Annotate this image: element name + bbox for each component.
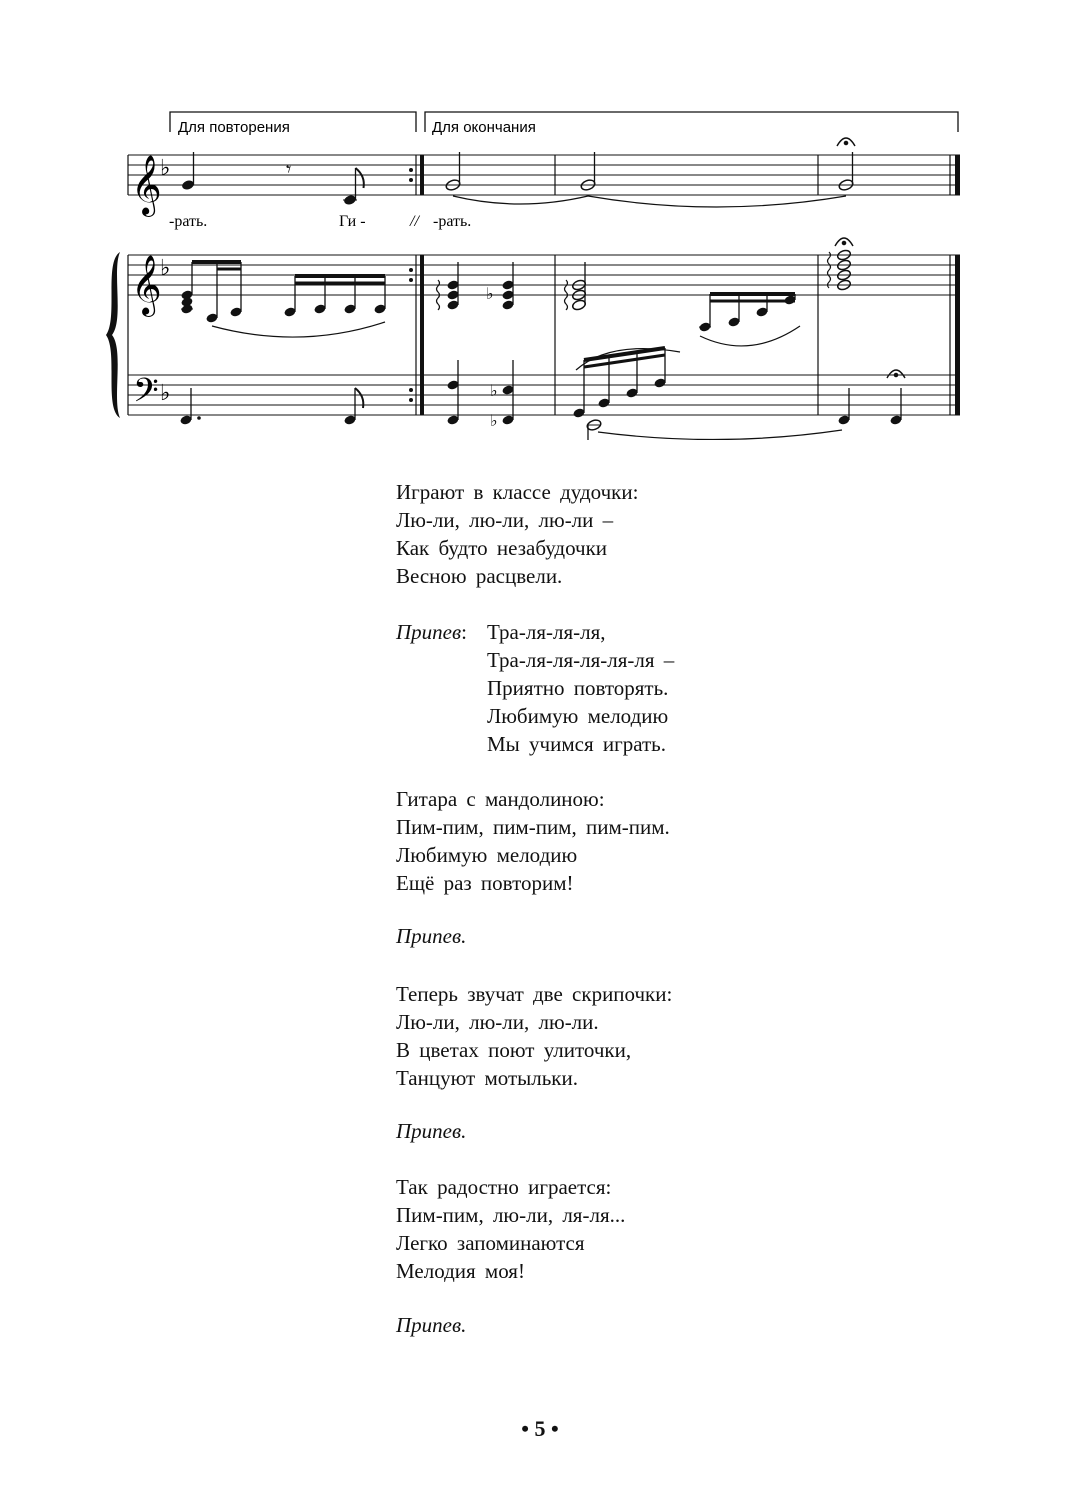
- piano-treble-staff: [128, 255, 960, 295]
- page-number: • 5 •: [521, 1416, 559, 1441]
- verse-line: Пим-пим, лю-ли, ля-ля...: [396, 1203, 626, 1227]
- chorus-line: Мы учимся играть.: [487, 732, 666, 756]
- verse-line: Гитара с мандолиною:: [396, 787, 605, 811]
- verse-line: Ещё раз повторим!: [396, 871, 574, 895]
- chorus-reference: Припев.: [396, 924, 467, 948]
- chorus-colon: :: [461, 620, 467, 644]
- verse-line: Так радостно играется:: [396, 1175, 612, 1199]
- lyric-syllable: -рать.: [433, 213, 472, 230]
- svg-text:𝄾: 𝄾: [286, 157, 292, 181]
- svg-text:♭: ♭: [486, 284, 494, 303]
- verse-line: Теперь звучат две скрипочки:: [396, 982, 673, 1006]
- chorus-line: Тра-ля-ля-ля,: [487, 620, 606, 644]
- piano-treble-notes: [180, 249, 851, 346]
- chorus-line: Любимую мелодию: [487, 704, 669, 728]
- piano-bass-notes: [179, 348, 902, 440]
- voice-notes: [181, 152, 854, 207]
- verse-line: Легко запоминаются: [396, 1231, 585, 1255]
- volta-2-label: Для окончания: [432, 119, 536, 136]
- verse-line: Играют в классе дудочки:: [396, 480, 639, 504]
- verse-line: Весною расцвели.: [396, 564, 563, 588]
- chorus-lines: [487, 618, 674, 758]
- flat-key-signature-icon: ♭: [160, 381, 171, 406]
- system-brace: [106, 155, 128, 418]
- flat-key-signature-icon: ♭: [160, 156, 171, 181]
- lyric-syllable: Ги -: [339, 213, 366, 230]
- voice-staff: [128, 155, 960, 195]
- svg-text:♭: ♭: [490, 381, 498, 400]
- music-score: [0, 0, 1080, 440]
- chorus-line: Тра-ля-ля-ля-ля-ля –: [487, 648, 675, 672]
- treble-clef-icon: 𝄞: [131, 255, 162, 315]
- verse-line: Любимую мелодию: [396, 843, 578, 867]
- volta-1-label: Для повторения: [178, 119, 290, 136]
- verse-line: Танцуют мотыльки.: [396, 1066, 578, 1090]
- chorus-label: Припев: [396, 620, 462, 644]
- verse-4: [396, 1173, 625, 1285]
- treble-clef-icon: 𝄞: [131, 155, 162, 215]
- chorus: [396, 618, 675, 756]
- verse-line: Лю-ли, лю-ли, лю-ли –: [396, 508, 614, 532]
- verse-line: В цветах поют улиточки,: [396, 1038, 632, 1062]
- chorus-reference: Припев.: [396, 1313, 467, 1337]
- piano-bass-staff: [128, 375, 960, 415]
- verse-3: [396, 980, 672, 1092]
- verse-line: Мелодия моя!: [396, 1259, 525, 1283]
- verse-line: Как будто незабудочки: [396, 536, 608, 560]
- final-barline: [955, 155, 960, 415]
- verse-line: Пим-пим, пим-пим, пим-пим.: [396, 815, 670, 839]
- chorus-line: Приятно повторять.: [487, 676, 669, 700]
- verse-line: Лю-ли, лю-ли, лю-ли.: [396, 1010, 599, 1034]
- fermata-icon: [835, 138, 905, 378]
- svg-text:♭: ♭: [490, 411, 498, 430]
- verse-1: [396, 478, 638, 590]
- lyric-breath-mark: //: [410, 213, 419, 230]
- lyric-syllable: -рать.: [169, 213, 208, 230]
- chorus-reference: Припев.: [396, 1119, 467, 1143]
- bass-clef-icon: 𝄢: [133, 372, 159, 418]
- flat-key-signature-icon: ♭: [160, 256, 171, 281]
- verse-2: [396, 785, 670, 897]
